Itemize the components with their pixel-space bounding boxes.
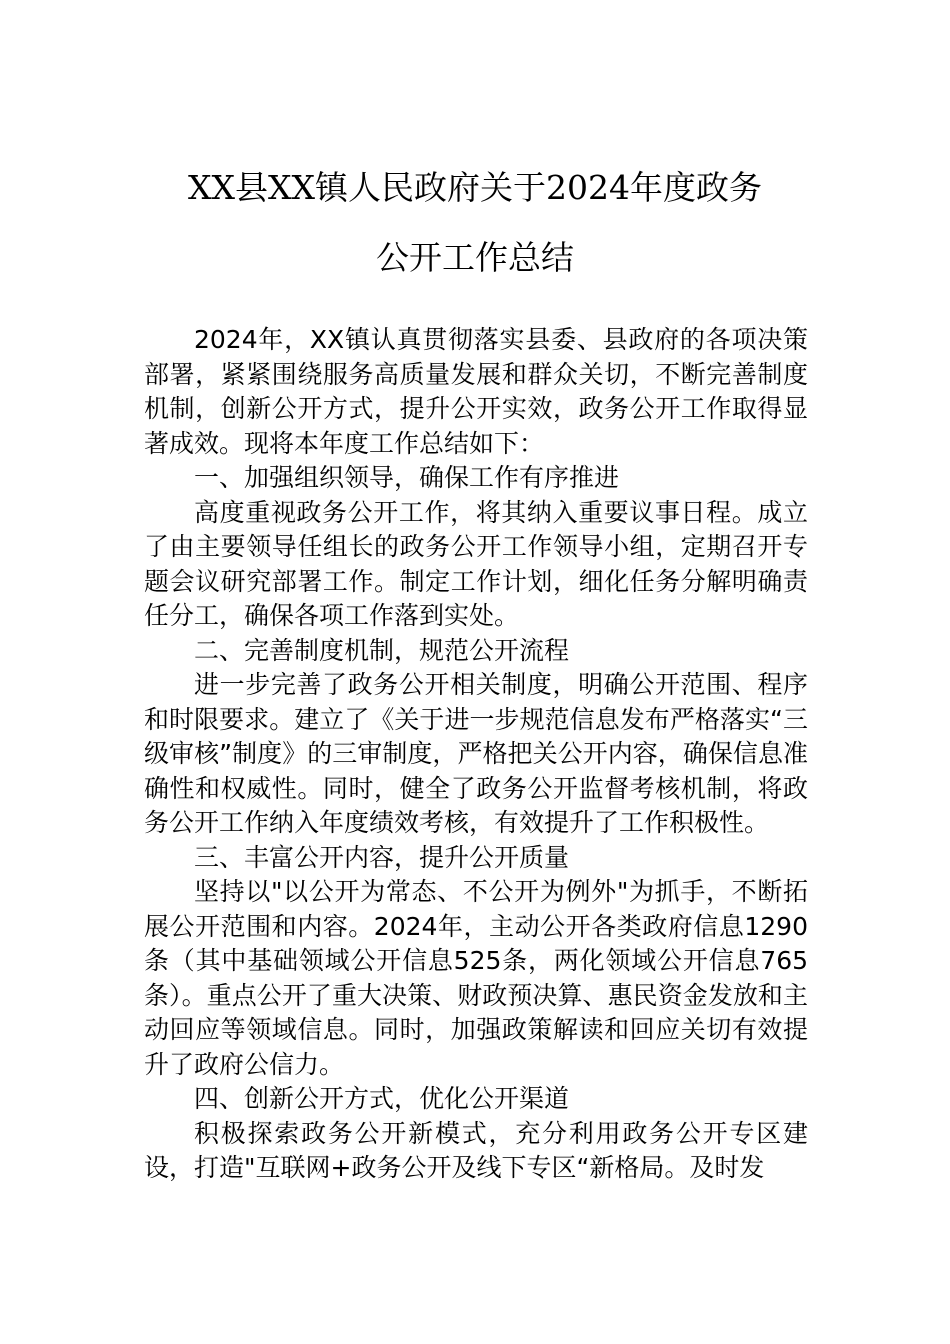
document-body [144, 323, 808, 1186]
section-heading-3: 三、丰富公开内容，提升公开质量 [194, 842, 570, 872]
section-paragraph-3: 坚持以"以公开为常态、不公开为例外"为抓手，不断拓展公开范围和内容。2024年，主动公开各类政府信息1290条（其中基础领域公开信息525条，两化领域公开信息765条）。重点公开了重大决策、财政预决算、惠民资金发放和主动回应等领域信息。同时，加强政策解读和回应关切有效提升了政府公信力。 [144, 877, 808, 1079]
section-heading-2: 二、完善制度机制，规范公开流程 [194, 635, 570, 665]
section-heading-1: 一、加强组织领导，确保工作有序推进 [194, 463, 620, 492]
document-title-line-2: 公开工作总结 [376, 238, 574, 277]
section-heading-4: 四、创新公开方式，优化公开渠道 [194, 1084, 570, 1113]
intro-paragraph: 2024年，XX镇认真贯彻落实县委、县政府的各项决策部署，紧紧围绕服务高质量发展和群众关切，不断完善制度机制，创新公开方式，提升公开实效，政务公开工作取得显著成效。现将本年度工作总结如下： [144, 325, 808, 458]
section-paragraph-1: 高度重视政务公开工作，将其纳入重要议事日程。成立了由主要领导任组长的政务公开工作领导小组，定期召开专题会议研究部署工作。制定工作计划，细化任务分解明确责任分工，确保各项工作落到实处。 [144, 497, 808, 630]
section-paragraph-2: 进一步完善了政务公开相关制度，明确公开范围、程序和时限要求。建立了《关于进一步规范信息发布严格落实“三级审核”制度》的三审制度，严格把关公开内容，确保信息准确性和权威性。同时，健全了政务公开监督考核机制，将政务公开工作纳入年度绩效考核，有效提升了工作积极性。 [144, 670, 808, 837]
document-title-line-1: XX县XX镇人民政府关于2024年度政务 [188, 168, 762, 207]
section-paragraph-4: 积极探索政务公开新模式，充分利用政务公开专区建设，打造"互联网+政务公开及线下专区“新格局。及时发 [144, 1118, 808, 1182]
